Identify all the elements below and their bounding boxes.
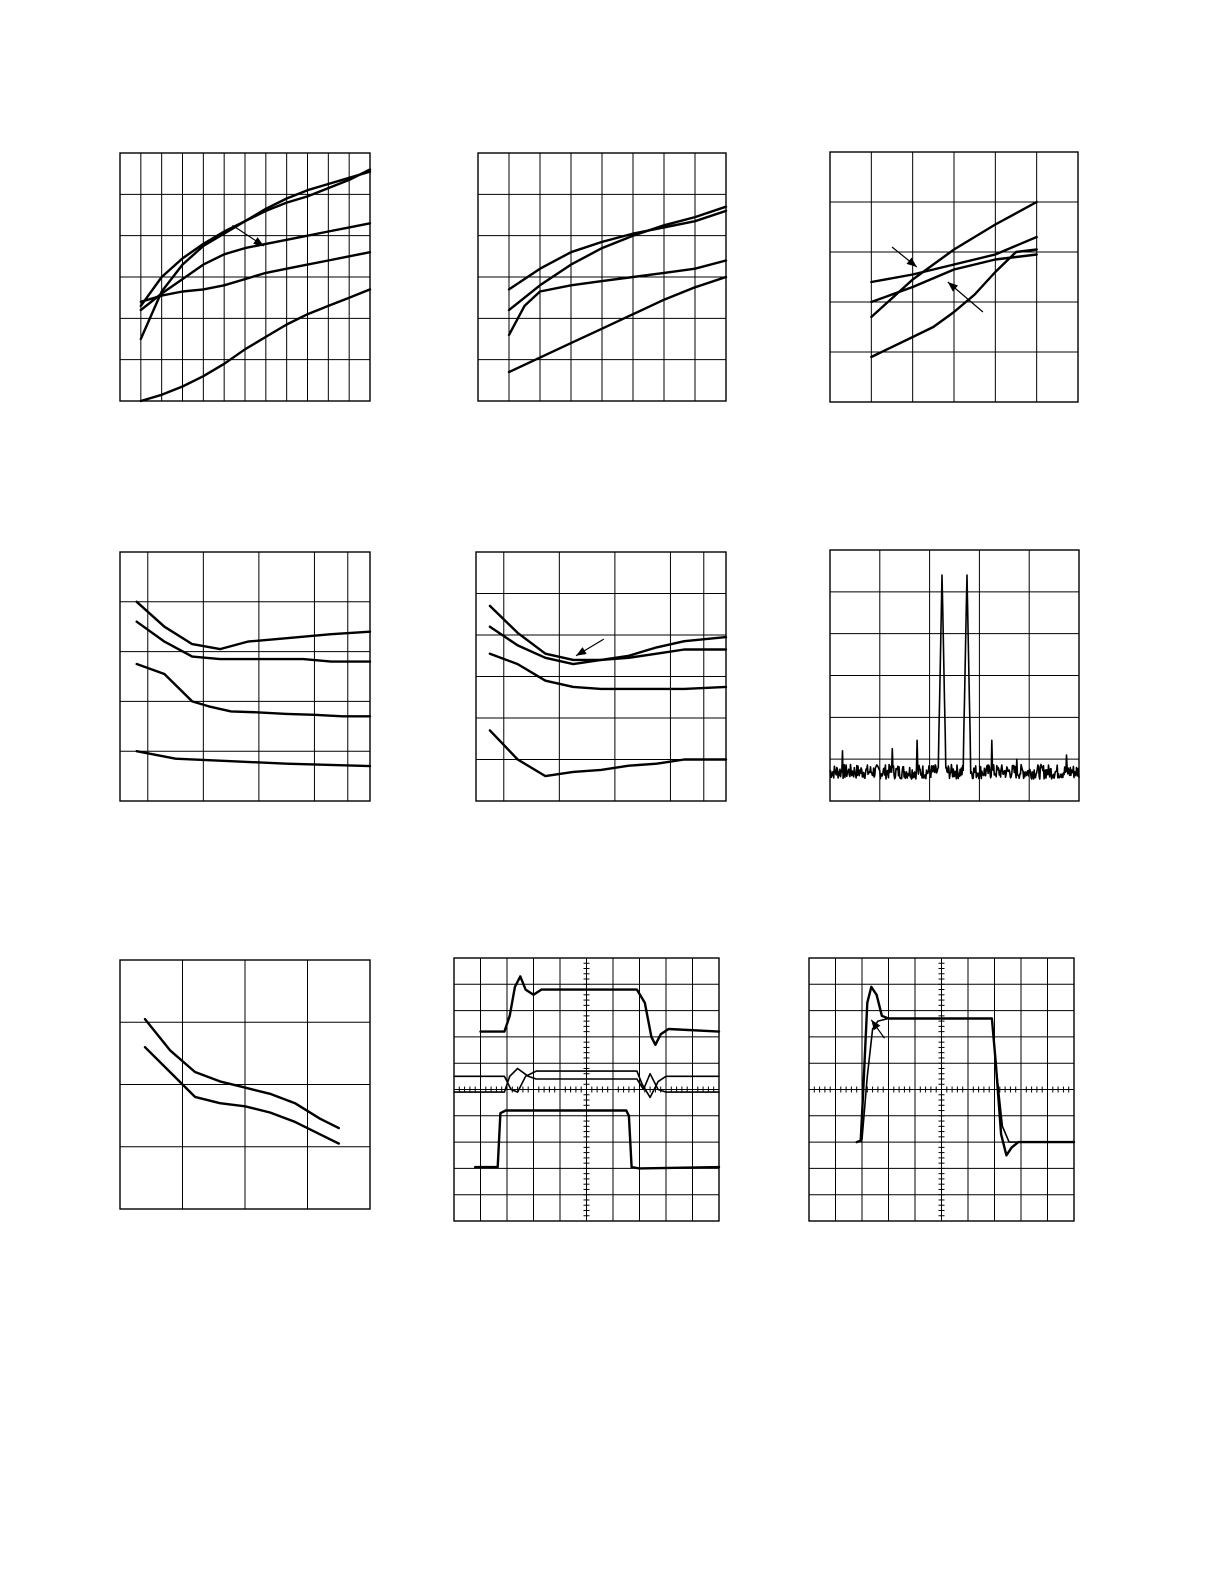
annotation-arrowhead <box>907 258 917 267</box>
chart-7-svg <box>120 960 370 1209</box>
data-series-line <box>145 1047 339 1143</box>
chart-1-svg <box>120 153 370 401</box>
chart-panel-5 <box>476 552 726 801</box>
chart-panel-8 <box>454 958 719 1221</box>
chart-panel-2 <box>478 153 726 401</box>
data-series-line <box>509 261 726 335</box>
data-series-line <box>141 223 370 310</box>
chart-panel-3 <box>830 152 1078 402</box>
data-series-line <box>490 627 726 664</box>
annotation-arrowhead <box>253 237 264 246</box>
data-series-line <box>141 172 370 339</box>
chart-2-svg <box>478 153 726 401</box>
chart-9-svg <box>809 958 1074 1221</box>
chart-3-svg <box>830 152 1078 402</box>
plot-frame <box>120 552 370 801</box>
chart-panel-4 <box>120 552 370 801</box>
chart-panel-1 <box>120 153 370 401</box>
chart-panel-7 <box>120 960 370 1209</box>
data-series-line <box>137 664 370 716</box>
data-series-line <box>509 211 726 290</box>
annotation-arrowhead <box>576 647 587 656</box>
data-series-line <box>137 751 370 766</box>
chart-panel-9 <box>809 958 1074 1221</box>
data-series-line <box>857 987 1074 1155</box>
data-series-line <box>475 1111 719 1169</box>
data-series-line <box>490 730 726 776</box>
data-series-line <box>141 289 370 401</box>
chart-6-svg <box>830 550 1079 801</box>
chart-4-svg <box>120 552 370 801</box>
spectrum-trace <box>830 575 1079 779</box>
chart-panel-6 <box>830 550 1079 801</box>
data-series-line <box>137 602 370 649</box>
data-series-line <box>145 1019 339 1128</box>
chart-8-svg <box>454 958 719 1221</box>
chart-5-svg <box>476 552 726 801</box>
data-series-line <box>490 606 726 660</box>
